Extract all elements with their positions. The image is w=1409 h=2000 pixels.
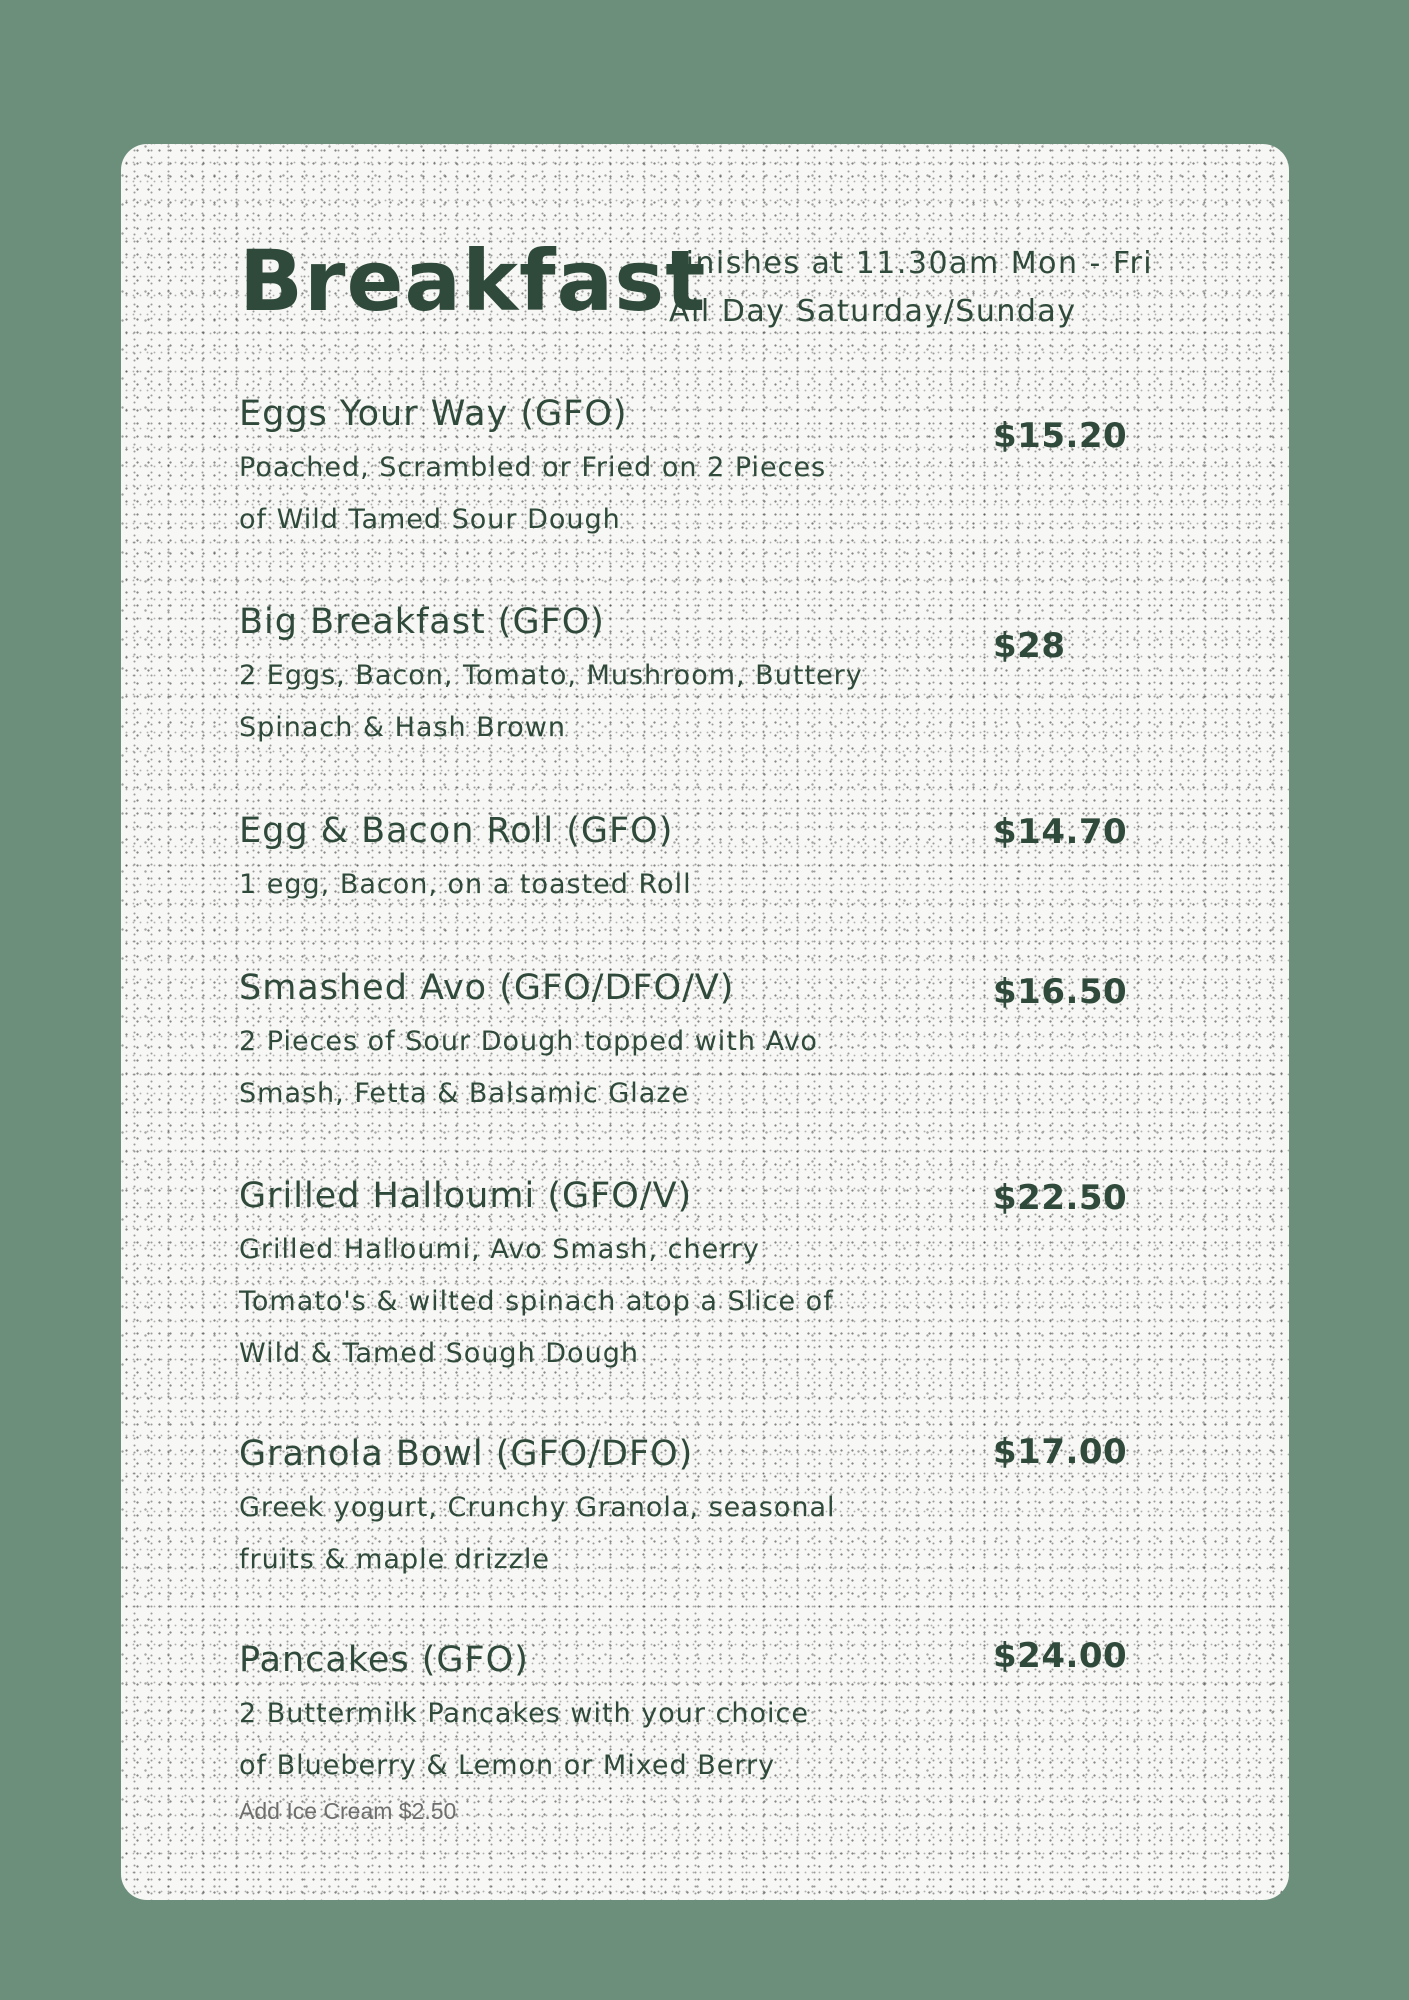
item-description — [239, 1482, 899, 1586]
item-price: $24.00 — [993, 1636, 1128, 1676]
item-description-line: Grilled Halloumi, Avo Smash, cherry — [239, 1234, 760, 1265]
item-description — [239, 1224, 899, 1380]
item-name: Grilled Halloumi (GFO/V) — [239, 1176, 693, 1216]
item-description-line: of Blueberry & Lemon or Mixed Berry — [239, 1750, 776, 1781]
item-description — [239, 650, 899, 754]
hours-weekend: All Day Saturday/Sunday — [669, 294, 1077, 329]
item-description-line: fruits & maple drizzle — [239, 1544, 550, 1575]
item-description-line: 2 Pieces of Sour Dough topped with Avo — [239, 1026, 818, 1057]
item-name: Egg & Bacon Roll (GFO) — [239, 811, 674, 851]
item-price: $28 — [993, 626, 1066, 666]
item-name: Granola Bowl (GFO/DFO) — [239, 1434, 694, 1474]
menu-title: Breakfast — [239, 232, 707, 330]
item-description-line: Wild & Tamed Sough Dough — [239, 1338, 639, 1369]
item-description — [239, 442, 899, 546]
menu-card — [121, 144, 1289, 1900]
item-price: $16.50 — [993, 972, 1128, 1012]
item-description-line: Greek yogurt, Crunchy Granola, seasonal — [239, 1492, 836, 1523]
item-description-line: 2 Eggs, Bacon, Tomato, Mushroom, Buttery — [239, 660, 863, 691]
add-on-note: Add Ice Cream $2.50 — [239, 1798, 457, 1824]
item-description-line: Tomato's & wilted spinach atop a Slice of — [239, 1286, 834, 1317]
item-name: Eggs Your Way (GFO) — [239, 394, 628, 434]
item-description-line: 2 Buttermilk Pancakes with your choice — [239, 1698, 809, 1729]
item-price: $14.70 — [993, 812, 1128, 852]
item-description-line: of Wild Tamed Sour Dough — [239, 504, 621, 535]
hours-weekday: Finishes at 11.30am Mon - Fri — [669, 246, 1154, 281]
item-description-line: Smash, Fetta & Balsamic Glaze — [239, 1078, 690, 1109]
item-description — [239, 1016, 899, 1120]
item-price: $22.50 — [993, 1178, 1128, 1218]
item-name: Big Breakfast (GFO) — [239, 602, 605, 642]
item-price: $15.20 — [993, 416, 1128, 456]
menu-item-big-breakfast — [239, 600, 1239, 754]
opening-hours — [669, 240, 1153, 336]
item-name: Smashed Avo (GFO/DFO/V) — [239, 968, 735, 1008]
item-description-line: 1 egg, Bacon, on a toasted Roll — [239, 869, 692, 900]
item-description-line: Spinach & Hash Brown — [239, 712, 566, 743]
item-description — [239, 859, 899, 911]
item-price: $17.00 — [993, 1432, 1128, 1472]
item-description-line: Poached, Scrambled or Fried on 2 Pieces — [239, 452, 827, 483]
item-name: Pancakes (GFO) — [239, 1640, 529, 1680]
item-description — [239, 1688, 899, 1792]
